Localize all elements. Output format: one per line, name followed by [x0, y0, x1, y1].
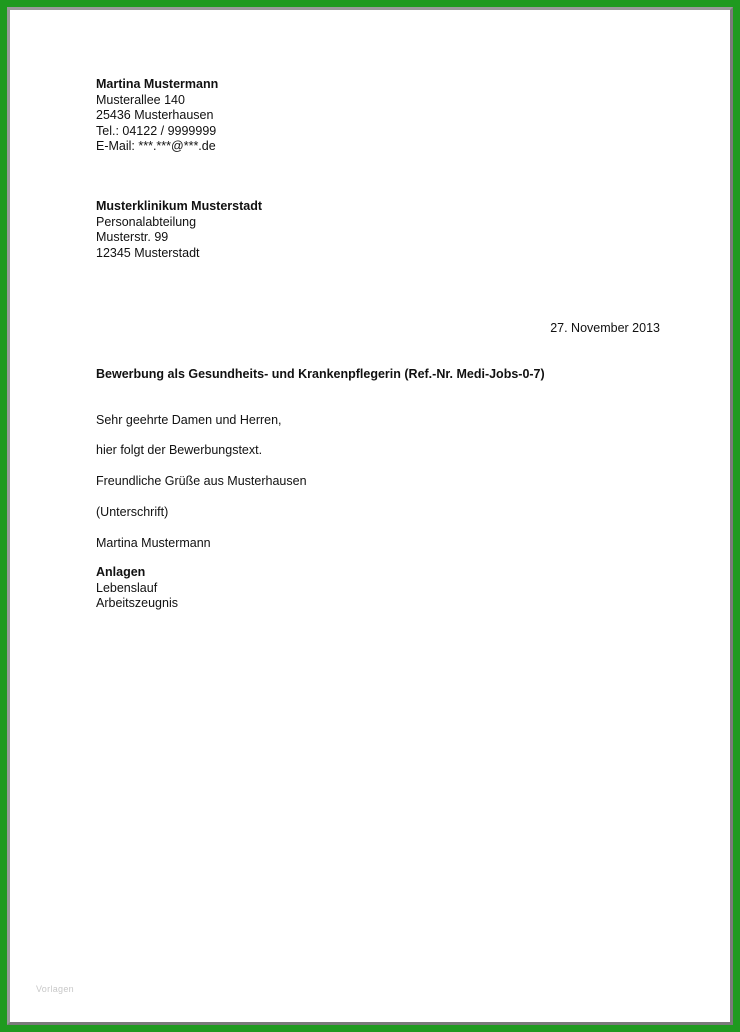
sender-phone: Tel.: 04122 / 9999999 [96, 123, 217, 138]
sender-city: 25436 Musterhausen [96, 108, 214, 122]
signer-name: Martina Mustermann [96, 536, 211, 550]
signature-placeholder: (Unterschrift) [96, 505, 169, 519]
attachment-item: Arbeitszeugnis [96, 596, 178, 610]
attachment-item: Lebenslauf [96, 580, 158, 595]
recipient-department: Personalabteilung [96, 214, 197, 229]
recipient-organization: Musterklinikum Musterstadt [96, 199, 263, 213]
sender-street: Musterallee 140 [96, 92, 185, 107]
letter-page [10, 10, 730, 1022]
body-text: hier folgt der Bewerbungstext. [96, 443, 263, 457]
attachments-heading: Anlagen [96, 565, 146, 579]
sender-address-block [96, 77, 218, 155]
sender-name: Martina Mustermann [96, 77, 219, 91]
watermark-text: Vorlagen [36, 984, 74, 994]
recipient-street: Musterstr. 99 [96, 230, 169, 244]
letter-date: 27. November 2013 [550, 321, 660, 335]
closing-line: Freundliche Grüße aus Musterhausen [96, 474, 307, 488]
attachments-block [96, 565, 178, 612]
salutation: Sehr geehrte Damen und Herren, [96, 413, 282, 427]
recipient-address-block [96, 199, 262, 261]
subject-line: Bewerbung als Gesundheits- und Krankenpflegerin (Ref.-Nr. Medi-Jobs-0-7) [96, 367, 545, 381]
recipient-city: 12345 Musterstadt [96, 245, 200, 260]
sender-email: E-Mail: ***.***@***.de [96, 139, 216, 153]
